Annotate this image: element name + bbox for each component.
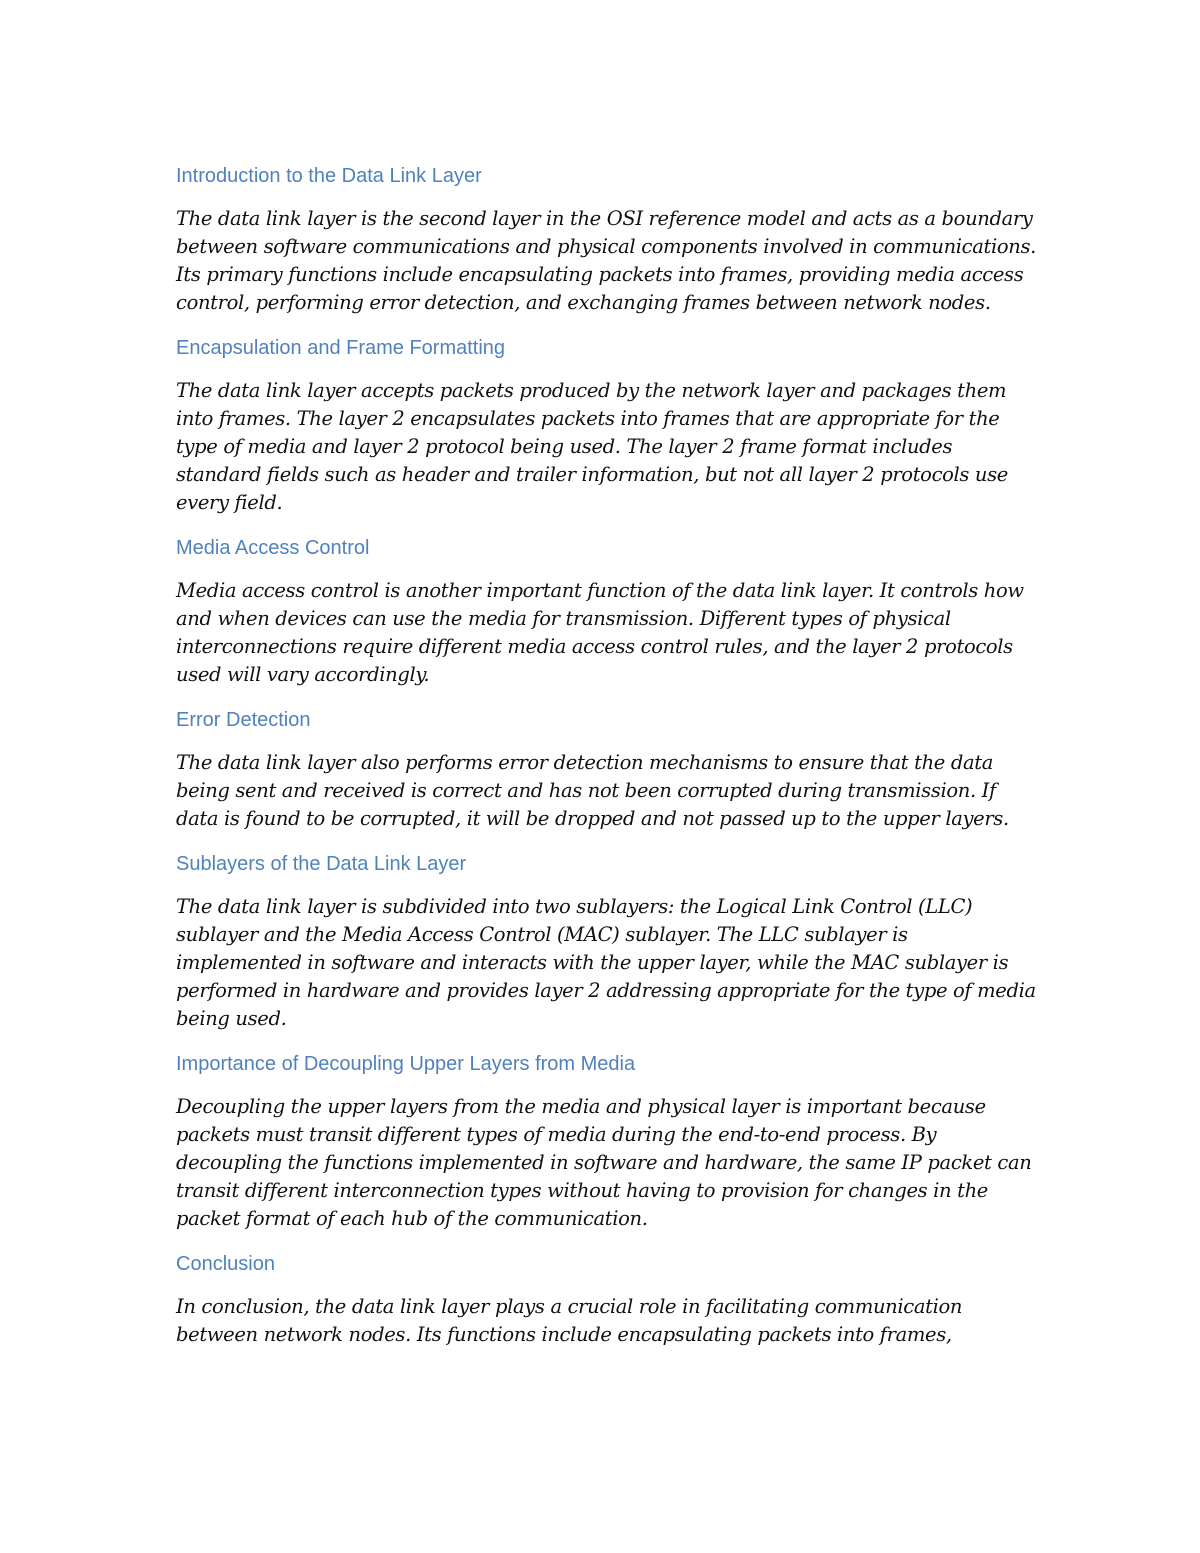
section-heading: Encapsulation and Frame Formatting	[176, 337, 506, 359]
section-paragraph: In conclusion, the data link layer plays a crucial role in facilitating communication between network nodes. Its functions include encapsulating packets into frames,	[176, 1295, 963, 1346]
section-heading: Error Detection	[176, 709, 311, 731]
section-paragraph: The data link layer is the second layer in the OSI reference model and acts as a boundary between software communications and physical components involved in communications. Its primary functions include encapsulating packets into frames, providing media access control, performing error detection, and exchanging frames between network nodes.	[176, 207, 1037, 314]
section-heading: Sublayers of the Data Link Layer	[176, 853, 467, 875]
section-paragraph: The data link layer is subdivided into two sublayers: the Logical Link Control (LLC) sublayer and the Media Access Control (MAC) sublayer. The LLC sublayer is implemented in software and interacts with the upper layer, while the MAC sublayer is performed in hardware and provides layer 2 addressing appropriate for the type of media being used.	[176, 895, 1036, 1030]
document-content	[176, 161, 1036, 1365]
section-paragraph: The data link layer accepts packets produced by the network layer and packages them into frames. The layer 2 encapsulates packets into frames that are appropriate for the type of media and layer 2 protocol being used. The layer 2 frame format includes standard fields such as header and trailer information, but not all layer 2 protocols use every field.	[176, 379, 1008, 514]
section-paragraph: The data link layer also performs error detection mechanisms to ensure that the data being sent and received is correct and has not been corrupted during transmission. If data is found to be corrupted, it will be dropped and not passed up to the upper layers.	[176, 751, 1009, 830]
section-paragraph: Decoupling the upper layers from the media and physical layer is important because packets must transit different types of media during the end-to-end process. By decoupling the functions implemented in software and hardware, the same IP packet can transit different interconnection types without having to provision for changes in the packet format of each hub of the communication.	[176, 1095, 1032, 1230]
section-heading: Conclusion	[176, 1253, 275, 1275]
section-decoupling	[176, 1049, 1036, 1233]
section-paragraph: Media access control is another important function of the data link layer. It controls how and when devices can use the media for transmission. Different types of physical interconnections require different media access control rules, and the layer 2 protocols used will vary accordingly.	[176, 579, 1024, 686]
section-heading: Introduction to the Data Link Layer	[176, 165, 482, 187]
section-heading: Importance of Decoupling Upper Layers from Media	[176, 1053, 636, 1075]
section-encapsulation	[176, 333, 1036, 517]
section-conclusion	[176, 1249, 1036, 1349]
section-error-detection	[176, 705, 1036, 833]
section-introduction	[176, 161, 1036, 317]
section-media-access-control	[176, 533, 1036, 689]
section-heading: Media Access Control	[176, 537, 370, 559]
section-sublayers	[176, 849, 1036, 1033]
